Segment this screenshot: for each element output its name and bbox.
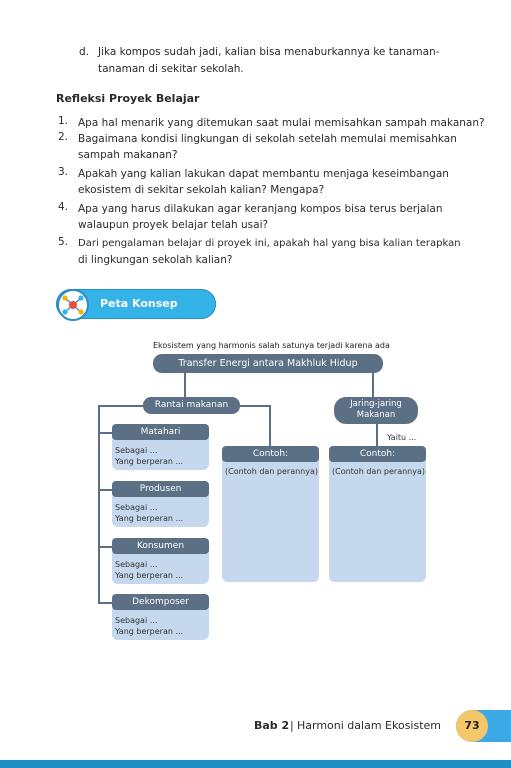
contoh-title-right: Contoh: (329, 446, 426, 462)
connector (372, 373, 374, 397)
list-item-text: Apakah yang kalian lakukan dapat membantu menjaga keseimbangan (78, 168, 449, 180)
list-number: 5. (58, 236, 69, 248)
list-number: 2. (58, 131, 69, 143)
footer-title: Harmoni dalam Ekosistem (297, 719, 442, 732)
bottom-bar (0, 760, 511, 768)
list-item-text: Bagaimana kondisi lingkungan di sekolah setelah memulai memisahkan (78, 133, 457, 145)
connector (98, 405, 143, 407)
connector (240, 405, 270, 407)
connector (98, 602, 112, 604)
list-item-text: Dari pengalaman belajar di proyek ini, apakah hal yang bisa kalian terapkan (78, 238, 461, 249)
peta-konsep-label: Peta Konsep (100, 297, 178, 310)
concept-map-icon (57, 289, 89, 321)
component-title: Dekomposer (112, 594, 209, 610)
connector (184, 373, 186, 397)
component-title: Produsen (112, 481, 209, 497)
yaitu-label: Yaitu ... (387, 433, 417, 442)
list-item-text: di lingkungan sekolah kalian? (78, 254, 233, 266)
list-item-text: sampah makanan? (78, 149, 178, 161)
component-title: Konsumen (112, 538, 209, 554)
component-line1: Sebagai ... (115, 616, 158, 625)
connector (98, 546, 112, 548)
intro-item-letter: d. (79, 46, 90, 58)
connector (269, 405, 271, 446)
component-line1: Sebagai ... (115, 503, 158, 512)
list-item-text: walaupun proyek belajar telah usai? (78, 219, 269, 231)
connector (376, 424, 378, 446)
intro-item-line2: tanaman di sekitar sekolah. (98, 63, 244, 75)
connector (98, 432, 112, 434)
refleksi-heading: Refleksi Proyek Belajar (56, 92, 200, 105)
contoh-text-left: (Contoh dan perannya) (225, 467, 318, 476)
component-line2: Yang berperan ... (115, 627, 184, 636)
component-line2: Yang berperan ... (115, 571, 184, 580)
component-line2: Yang berperan ... (115, 457, 184, 466)
footer-separator: | (290, 719, 294, 732)
list-number: 1. (58, 115, 69, 127)
jaring-jaring-node: Jaring-jaring Makanan (334, 397, 418, 424)
contoh-title-left: Contoh: (222, 446, 319, 462)
list-number: 3. (58, 166, 69, 178)
rantai-makanan-node: Rantai makanan (143, 397, 240, 414)
diagram-caption: Ekosistem yang harmonis salah satunya terjadi karena ada (153, 341, 390, 350)
component-title: Matahari (112, 424, 209, 440)
contoh-text-right: (Contoh dan perannya) (332, 467, 425, 476)
connector (98, 405, 100, 603)
footer-chapter: Bab 2 (254, 719, 290, 732)
root-node: Transfer Energi antara Makhluk Hidup (153, 354, 383, 373)
list-item-text: ekosistem di sekitar sekolah kalian? Mengapa? (78, 184, 325, 196)
list-item-text: Apa yang harus dilakukan agar keranjang kompos bisa terus berjalan (78, 203, 443, 215)
intro-item-line1: Jika kompos sudah jadi, kalian bisa menaburkannya ke tanaman- (98, 46, 440, 58)
connector (98, 489, 112, 491)
component-line2: Yang berperan ... (115, 514, 184, 523)
list-item-text: Apa hal menarik yang ditemukan saat mulai memisahkan sampah makanan? (78, 117, 485, 129)
component-line1: Sebagai ... (115, 560, 158, 569)
component-line1: Sebagai ... (115, 446, 158, 455)
page-number: 73 (456, 710, 488, 742)
list-number: 4. (58, 201, 69, 213)
